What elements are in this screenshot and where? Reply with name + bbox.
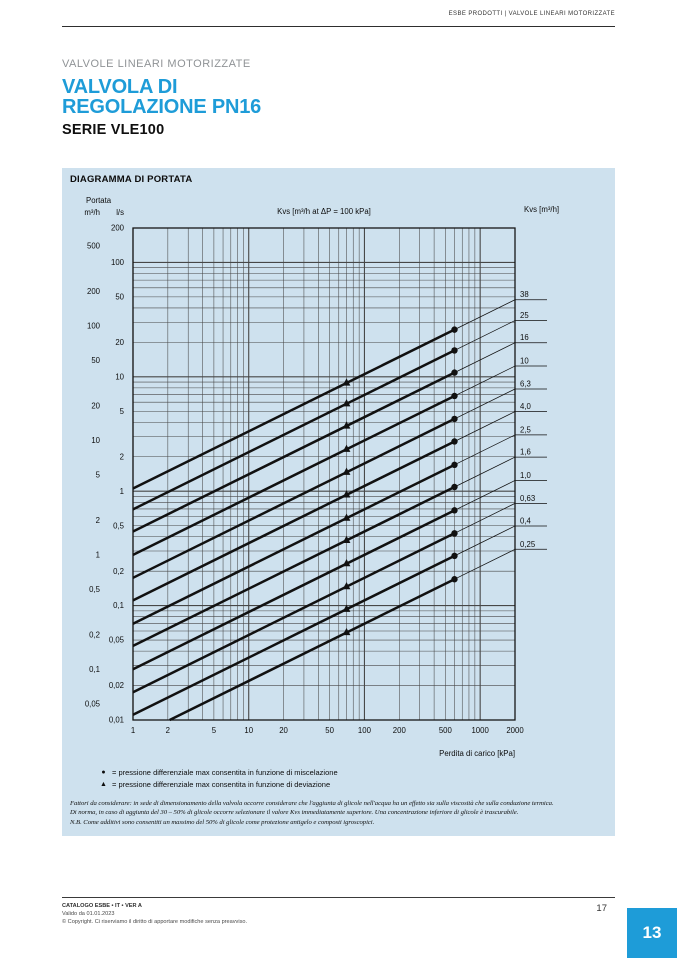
kvs-line <box>133 350 454 509</box>
legend-diverting <box>99 780 338 789</box>
breadcrumb: ESBE PRODOTTI | VALVOLE LINEARI MOTORIZZATE <box>448 11 615 17</box>
x-tick-label: 20 <box>279 726 288 735</box>
x-tick-label: 200 <box>392 726 406 735</box>
y-tick-label-m3h: 5 <box>95 470 100 480</box>
footer-info <box>62 902 247 926</box>
kvs-value-label: 1,6 <box>520 447 531 457</box>
flow-diagram-panel <box>62 168 615 836</box>
legend-mixing <box>99 768 338 777</box>
corner-page-tab: 13 <box>627 908 677 958</box>
kvs-line <box>133 533 454 692</box>
y-tick-label-ls: 0,01 <box>108 715 124 725</box>
header-divider <box>62 26 615 27</box>
kvs-line-extension <box>454 480 515 510</box>
footnote-line-3: N.B. Come additivi sono consentiti un massimo del 50% di glicole come protezione antigelo e composti igroscopici. <box>70 818 375 826</box>
y-tick-label-m3h: 20 <box>91 401 100 411</box>
mixing-max-marker <box>451 484 457 490</box>
y-axis-unit-ls: l/s <box>116 208 124 217</box>
y-tick-label-ls: 100 <box>110 258 124 268</box>
kvs-value-label: 6,3 <box>520 379 531 389</box>
y-tick-label-ls: 0,05 <box>108 635 124 645</box>
y-tick-label-ls: 200 <box>110 223 124 233</box>
y-tick-label-ls: 0,2 <box>113 566 124 576</box>
legend-diverting-text: = pressione differenziale max consentita in funzione di deviazione <box>112 780 331 789</box>
y-tick-label-m3h: 0,05 <box>84 699 100 709</box>
x-tick-label: 5 <box>211 726 217 735</box>
y-tick-label-ls: 0,5 <box>113 521 124 531</box>
kvs-line-extension <box>454 549 515 579</box>
flow-diagram-chart <box>62 168 615 766</box>
page-title-line-1: VALVOLA DI <box>62 76 178 98</box>
series-title: SERIE VLE100 <box>62 121 165 138</box>
kvs-line-extension <box>454 503 515 533</box>
y-tick-label-m3h: 2 <box>95 516 100 526</box>
kvs-value-label: 0,25 <box>520 539 536 549</box>
mixing-marker-icon: ● <box>101 769 106 776</box>
mixing-max-marker <box>451 347 457 353</box>
y-tick-label-ls: 0,02 <box>108 681 124 691</box>
kvs-line-extension <box>454 389 515 419</box>
y-tick-label-m3h: 1 <box>95 550 100 560</box>
y-tick-label-m3h: 0,2 <box>89 630 100 640</box>
y-tick-label-m3h: 50 <box>91 356 100 366</box>
title-block <box>62 58 261 138</box>
panel-heading: DIAGRAMMA DI PORTATA <box>70 174 193 185</box>
mixing-max-marker <box>451 507 457 513</box>
y-tick-label-ls: 2 <box>119 452 124 462</box>
y-axis-unit-m3h: m³/h <box>84 208 100 217</box>
y-tick-label-m3h: 0,1 <box>89 664 100 674</box>
y-axis-title: Portata <box>86 196 112 205</box>
x-tick-label: 500 <box>438 726 452 735</box>
kvs-line-extension <box>454 526 515 556</box>
page-title <box>62 77 261 118</box>
y-tick-label-m3h: 10 <box>91 436 100 446</box>
x-tick-label: 1 <box>130 726 136 735</box>
kvs-line <box>170 579 455 720</box>
chart-legend <box>99 768 338 792</box>
x-tick-label: 100 <box>357 726 371 735</box>
y-tick-label-ls: 0,1 <box>113 601 124 611</box>
mixing-max-marker <box>451 393 457 399</box>
page-title-line-2: REGOLAZIONE PN16 <box>62 96 262 119</box>
kvs-value-label: 10 <box>520 356 529 366</box>
kvs-value-label: 0,63 <box>520 493 536 503</box>
kvs-value-label: 1,0 <box>520 470 531 480</box>
x-tick-label: 50 <box>325 726 334 735</box>
kvs-line <box>133 396 454 555</box>
kvs-line <box>133 487 454 646</box>
diverting-marker-icon: ▲ <box>100 781 107 788</box>
x-tick-label: 1000 <box>471 726 489 735</box>
legend-mixing-text: = pressione differenziale max consentita in funzione di miscelazione <box>112 768 338 777</box>
footnote-line-1: Fattori da considerare: in sede di dimensionamento della valvola occorre considerare che l'aggiunta di glicole nell'acqua ha un effetto sia sulla viscosità che sulla conduzione termica. <box>70 800 554 807</box>
kvs-value-label: 38 <box>520 290 529 300</box>
kvs-line-extension <box>454 343 515 373</box>
kvs-line-extension <box>454 366 515 396</box>
kvs-line <box>133 556 454 715</box>
footer-divider <box>62 897 615 898</box>
kvs-value-label: 0,4 <box>520 516 531 526</box>
x-axis-title: Perdita di carico [kPa] <box>439 749 515 758</box>
x-tick-label: 2000 <box>506 726 524 735</box>
footer-validity-line: Valido da 01.01.2023 <box>62 911 115 918</box>
mixing-max-marker <box>451 416 457 422</box>
y-tick-label-m3h: 100 <box>86 321 100 331</box>
y-tick-label-ls: 1 <box>119 486 124 496</box>
x-tick-label: 10 <box>244 726 254 735</box>
y-tick-label-m3h: 200 <box>86 287 100 297</box>
kvs-line <box>133 510 454 669</box>
mixing-max-marker <box>451 530 457 536</box>
kvs-line <box>133 465 454 624</box>
mixing-max-marker <box>451 326 457 332</box>
mixing-max-marker <box>451 553 457 559</box>
mixing-max-marker <box>451 576 457 582</box>
kvs-line-extension <box>454 412 515 442</box>
kvs-value-label: 4,0 <box>520 402 531 412</box>
kvs-line-extension <box>454 457 515 487</box>
mixing-max-marker <box>451 438 457 444</box>
category-label: VALVOLE LINEARI MOTORIZZATE <box>62 58 251 70</box>
plot-border <box>133 228 515 720</box>
kvs-value-label: 2,5 <box>520 425 531 435</box>
mixing-max-marker <box>451 462 457 468</box>
y-tick-label-m3h: 0,5 <box>89 584 100 594</box>
kvs-value-label: 16 <box>520 333 529 343</box>
footnote <box>70 799 611 827</box>
kvs-line <box>133 373 454 532</box>
kvs-line <box>133 419 454 578</box>
y-tick-label-ls: 20 <box>115 337 124 347</box>
kvs-axis-title: Kvs [m³/h] <box>524 205 560 214</box>
y-tick-label-ls: 10 <box>115 372 124 382</box>
kvs-value-label: 25 <box>520 311 529 321</box>
y-tick-label-m3h: 500 <box>86 241 100 251</box>
x-tick-label: 2 <box>165 726 171 735</box>
page-number: 17 <box>596 903 607 914</box>
mixing-max-marker <box>451 369 457 375</box>
y-tick-label-ls: 5 <box>119 406 124 416</box>
y-tick-label-ls: 50 <box>115 292 124 302</box>
chart-title: Kvs [m³/h at ΔP = 100 kPa] <box>277 207 371 216</box>
kvs-line-extension <box>454 435 515 465</box>
footer-catalog-line: CATALOGO ESBE • IT • VER A <box>62 903 142 909</box>
footnote-line-2: Di norma, in caso di aggiunta del 30 – 50% di glicole occorre selezionare il valore Kvs immediatamente superiore. Una concentrazione inferiore di glicole è trascurabile. <box>70 809 519 817</box>
footer-copyright-line: © Copyright. Ci riserviamo il diritto di apportare modifiche senza preavviso. <box>62 919 248 926</box>
